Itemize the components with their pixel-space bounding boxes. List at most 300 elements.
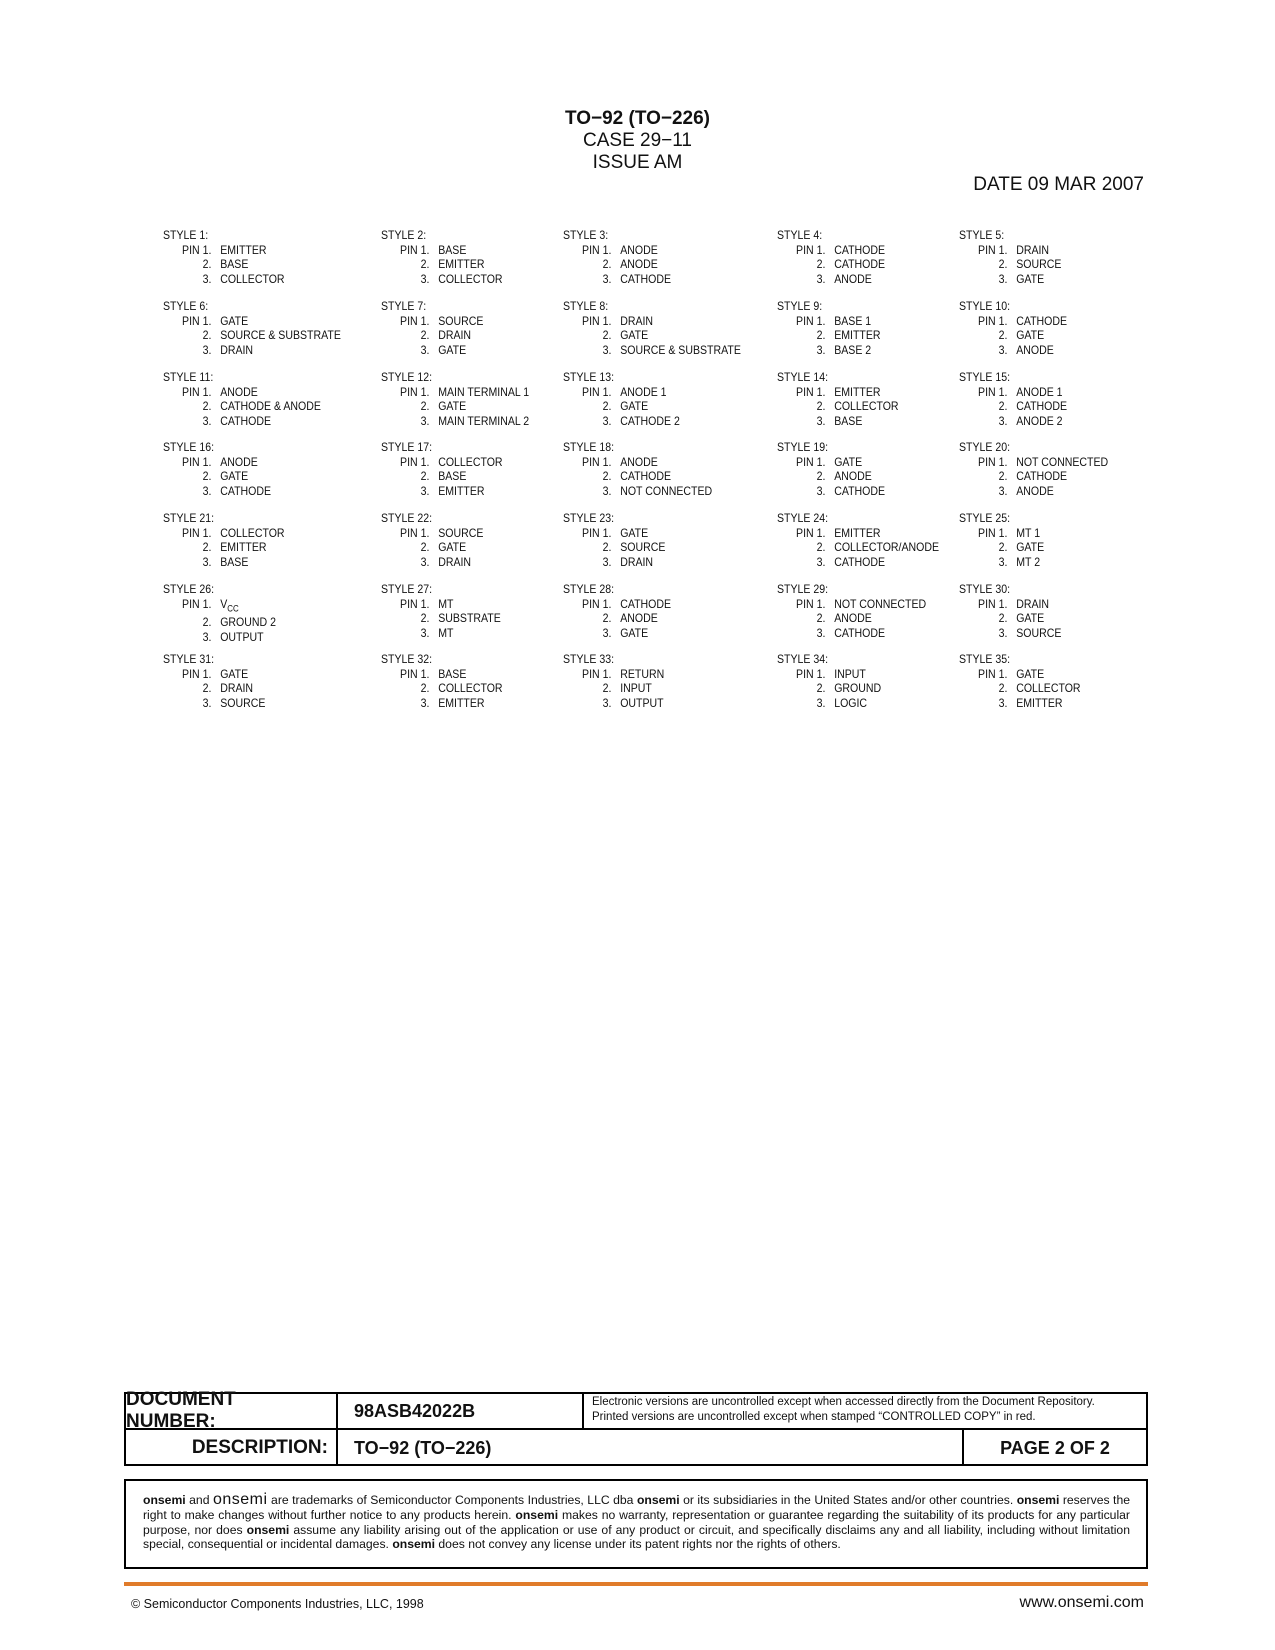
style-title: STYLE 31:	[163, 652, 215, 666]
pin-function-subscript: CC	[227, 602, 239, 613]
style-title: STYLE 29:	[777, 582, 829, 596]
pin-function: SOURCE	[1016, 625, 1062, 640]
pin-row	[381, 385, 529, 400]
pin-row	[777, 414, 899, 429]
pin-row	[563, 399, 680, 414]
pin-row	[777, 597, 926, 612]
style-block	[563, 370, 680, 428]
pin-function: ANODE	[1016, 483, 1054, 498]
style-title: STYLE 28:	[563, 582, 615, 596]
pin-row	[381, 343, 483, 358]
pin-number: 2.	[602, 257, 612, 271]
pin-row	[959, 399, 1067, 414]
note-line-1: Electronic versions are uncontrolled except when accessed directly from the Document Repository.	[592, 1396, 1095, 1408]
pin-row	[777, 540, 939, 555]
pin-number: PIN 1.	[400, 596, 430, 611]
pin-function: EMITTER	[834, 525, 881, 540]
pin-row	[563, 696, 664, 711]
pin-number: PIN 1.	[978, 313, 1008, 328]
document-date: DATE 09 MAR 2007	[973, 174, 1144, 195]
pin-number: 3.	[202, 695, 212, 710]
pin-row	[777, 696, 881, 711]
style-title: STYLE 32:	[381, 652, 433, 666]
style-block	[777, 370, 899, 428]
pin-number: 3.	[998, 271, 1008, 286]
style-title: STYLE 33:	[563, 652, 615, 666]
pin-row	[381, 540, 483, 555]
pin-row	[163, 385, 321, 400]
pin-number: 3.	[816, 554, 826, 569]
style-title: STYLE 19:	[777, 440, 829, 454]
pin-function: DRAIN	[220, 681, 254, 695]
style-title: STYLE 5:	[959, 228, 1005, 242]
pin-function: ANODE	[620, 257, 658, 271]
pin-number: PIN 1.	[582, 384, 612, 399]
pin-number: PIN 1.	[182, 313, 212, 328]
pin-row	[563, 469, 712, 484]
pin-number: PIN 1.	[978, 454, 1008, 469]
pin-number: 3.	[602, 625, 612, 640]
pin-row	[381, 314, 483, 329]
pin-row	[381, 328, 483, 343]
pin-function: DRAIN	[620, 313, 654, 328]
pin-function: CATHODE	[834, 483, 886, 498]
legal-text: assume any liability arising out of the application or use of any product or circuit, and specifically disclaims any and all liability, including without limitation special, consequential or incidental damages.	[143, 1522, 1130, 1552]
pin-row	[777, 314, 881, 329]
brand-name: onsemi	[143, 1493, 186, 1507]
pin-number: 3.	[602, 483, 612, 498]
pin-row	[959, 626, 1061, 641]
pin-row	[163, 484, 271, 499]
pin-function	[220, 597, 238, 616]
pin-number: 2.	[998, 469, 1008, 483]
pin-row	[163, 597, 276, 616]
style-block	[381, 582, 501, 640]
style-block	[563, 228, 671, 286]
pin-function: COLLECTOR	[220, 525, 285, 540]
pin-function: GROUND	[834, 681, 882, 695]
pin-row	[381, 681, 503, 696]
pin-function: SOURCE	[220, 695, 266, 710]
pin-function: BASE	[438, 469, 467, 483]
pin-function: SOURCE & SUBSTRATE	[220, 328, 341, 342]
style-title: STYLE 15:	[959, 370, 1011, 384]
pin-row	[959, 385, 1067, 400]
pin-row	[777, 343, 881, 358]
pin-function: LOGIC	[834, 695, 868, 710]
pin-row	[777, 667, 881, 682]
pin-row	[777, 484, 885, 499]
style-title: STYLE 21:	[163, 511, 215, 525]
pin-function: CATHODE	[1016, 313, 1068, 328]
style-block	[959, 440, 1108, 498]
pin-number: 2.	[420, 399, 430, 413]
pin-row	[381, 399, 529, 414]
pin-row	[959, 611, 1061, 626]
pin-function: DRAIN	[438, 328, 472, 342]
pin-row	[563, 414, 680, 429]
pin-number: 2.	[998, 399, 1008, 413]
pin-row	[163, 469, 271, 484]
style-block	[381, 440, 503, 498]
pin-row	[563, 455, 712, 470]
pin-number: PIN 1.	[582, 313, 612, 328]
pin-number: PIN 1.	[796, 242, 826, 257]
pin-number: 2.	[420, 469, 430, 483]
pin-function: GATE	[620, 328, 649, 342]
pin-function: GATE	[220, 666, 249, 681]
pin-number: PIN 1.	[796, 454, 826, 469]
style-block	[163, 370, 321, 428]
pin-row	[381, 257, 503, 272]
pin-function: BASE	[220, 257, 249, 271]
pin-function: GATE	[438, 540, 467, 554]
style-block	[959, 299, 1067, 357]
pin-number: 3.	[202, 554, 212, 569]
pin-function: ANODE	[1016, 342, 1054, 357]
pin-function: DRAIN	[220, 342, 254, 357]
issue-label: ISSUE AM	[592, 152, 683, 173]
pin-number: 3.	[816, 483, 826, 498]
pin-number: 3.	[420, 554, 430, 569]
style-title: STYLE 9:	[777, 299, 823, 313]
pin-row	[959, 328, 1067, 343]
pin-row	[563, 526, 665, 541]
pin-function: RETURN	[620, 666, 665, 681]
pin-function: COLLECTOR	[220, 271, 285, 286]
pin-function: GATE	[620, 399, 649, 413]
pin-function: EMITTER	[834, 328, 881, 342]
pin-function: GATE	[438, 399, 467, 413]
style-title: STYLE 17:	[381, 440, 433, 454]
pin-function: CATHODE	[220, 413, 272, 428]
style-title: STYLE 18:	[563, 440, 615, 454]
pin-number: 2.	[998, 540, 1008, 554]
legal-text: reserves the right to make changes without further notice to any products herein.	[143, 1493, 1130, 1522]
pin-row	[777, 611, 926, 626]
pin-number: PIN 1.	[796, 596, 826, 611]
pin-row	[163, 343, 341, 358]
pin-number: 2.	[998, 328, 1008, 342]
pin-number: 3.	[420, 271, 430, 286]
pin-function: GATE	[1016, 611, 1045, 625]
pin-function: BASE	[834, 413, 863, 428]
pin-number: 3.	[816, 342, 826, 357]
pin-function: ANODE	[220, 384, 258, 399]
style-block	[381, 652, 503, 710]
pin-function: ANODE	[834, 469, 872, 483]
pin-number: 3.	[602, 413, 612, 428]
pin-row	[959, 696, 1081, 711]
style-title: STYLE 30:	[959, 582, 1011, 596]
brand-name: onsemi	[392, 1537, 435, 1552]
website-link[interactable]: www.onsemi.com	[1019, 1594, 1144, 1611]
pin-function: CATHODE	[834, 257, 886, 271]
pin-function: EMITTER	[1016, 695, 1063, 710]
pin-function: EMITTER	[438, 695, 485, 710]
pin-function: CATHODE	[620, 271, 672, 286]
pin-function: BASE	[438, 242, 467, 257]
pin-function-base: V	[220, 596, 228, 611]
pin-row	[563, 540, 665, 555]
pin-number: 2.	[202, 469, 212, 483]
description-label: DESCRIPTION:	[126, 1430, 338, 1466]
pin-function: SOURCE	[620, 540, 666, 554]
pin-function: EMITTER	[220, 540, 267, 554]
pin-number: PIN 1.	[400, 666, 430, 681]
pin-function: CATHODE	[834, 625, 886, 640]
pin-number: 2.	[602, 469, 612, 483]
style-title: STYLE 26:	[163, 582, 215, 596]
pin-row	[381, 526, 483, 541]
pin-number: PIN 1.	[796, 313, 826, 328]
pin-function: EMITTER	[220, 242, 267, 257]
pin-function: MT	[438, 625, 454, 640]
pin-row	[777, 328, 881, 343]
pin-number: 2.	[816, 257, 826, 271]
pin-function: ANODE	[620, 611, 658, 625]
pin-row	[777, 626, 926, 641]
pin-row	[777, 243, 885, 258]
style-title: STYLE 11:	[163, 370, 214, 384]
pin-number: 3.	[202, 413, 212, 428]
style-block	[381, 511, 483, 569]
pin-row	[959, 314, 1067, 329]
style-block	[777, 299, 881, 357]
pin-number: PIN 1.	[978, 525, 1008, 540]
style-block	[563, 299, 741, 357]
pin-function: INPUT	[834, 666, 866, 681]
pin-row	[381, 667, 503, 682]
pin-row	[163, 555, 285, 570]
style-block	[563, 582, 671, 640]
pin-function: BASE	[220, 554, 249, 569]
style-title: STYLE 4:	[777, 228, 823, 242]
style-title: STYLE 16:	[163, 440, 215, 454]
pin-row	[163, 455, 271, 470]
pin-row	[163, 615, 276, 630]
pin-number: 3.	[998, 483, 1008, 498]
pin-number: 2.	[998, 681, 1008, 695]
pin-function: GATE	[620, 625, 649, 640]
pin-number: 2.	[202, 328, 212, 342]
pin-number: PIN 1.	[400, 242, 430, 257]
style-title: STYLE 3:	[563, 228, 609, 242]
pin-function: EMITTER	[834, 384, 881, 399]
pin-number: 2.	[998, 257, 1008, 271]
pin-function: NOT CONNECTED	[620, 483, 713, 498]
brand-name: onsemi	[636, 1493, 680, 1507]
pin-function: NOT CONNECTED	[834, 596, 927, 611]
pin-number: 2.	[998, 611, 1008, 625]
pin-number: 3.	[420, 695, 430, 710]
style-block	[163, 582, 276, 644]
pin-row	[959, 455, 1108, 470]
document-info-table	[124, 1389, 1148, 1466]
style-block	[381, 299, 483, 357]
legal-disclaimer	[124, 1479, 1148, 1569]
pin-function: GATE	[1016, 271, 1045, 286]
legal-text: makes no warranty, representation or guarantee regarding the suitability of its products for any particular purpose, nor does	[143, 1507, 1130, 1537]
pin-number: 2.	[602, 540, 612, 554]
pin-number: 2.	[202, 540, 212, 554]
style-title: STYLE 12:	[381, 370, 433, 384]
pin-number: PIN 1.	[796, 384, 826, 399]
pin-row	[163, 399, 321, 414]
doc-number-label: DOCUMENT NUMBER:	[126, 1394, 338, 1428]
style-title: STYLE 23:	[563, 511, 615, 525]
pin-row	[563, 257, 671, 272]
pin-row	[381, 696, 503, 711]
pin-row	[381, 272, 503, 287]
pin-number: 2.	[602, 611, 612, 625]
pin-row	[959, 526, 1044, 541]
pin-row	[563, 314, 741, 329]
pin-function: GATE	[620, 525, 649, 540]
pin-number: 2.	[202, 681, 212, 695]
style-block	[163, 511, 285, 569]
pin-function: SOURCE	[438, 525, 484, 540]
copyright-notice: © Semiconductor Components Industries, LLC, 1998	[131, 1597, 424, 1611]
pin-row	[563, 611, 671, 626]
pin-function: GATE	[1016, 328, 1045, 342]
pin-function: ANODE	[834, 611, 872, 625]
pin-row	[777, 555, 939, 570]
pin-row	[563, 243, 671, 258]
style-block	[563, 440, 712, 498]
pin-row	[163, 681, 265, 696]
pin-function: ANODE 1	[1016, 384, 1063, 399]
pin-function: OUTPUT	[620, 695, 664, 710]
pin-number: 3.	[420, 413, 430, 428]
pin-row	[959, 257, 1061, 272]
style-title: STYLE 13:	[563, 370, 615, 384]
pin-number: 2.	[816, 681, 826, 695]
style-block	[163, 440, 271, 498]
pin-number: 2.	[816, 611, 826, 625]
pin-function: GATE	[220, 313, 249, 328]
style-block	[563, 652, 664, 710]
pin-function: CATHODE	[1016, 469, 1068, 483]
pin-function: CATHODE 2	[620, 413, 680, 428]
page-number: PAGE 2 OF 2	[1000, 1437, 1110, 1458]
pin-function: BASE	[438, 666, 467, 681]
pin-function: MT 1	[1016, 525, 1041, 540]
pin-function: BASE 2	[834, 342, 872, 357]
style-title: STYLE 10:	[959, 299, 1011, 313]
pin-function: NOT CONNECTED	[1016, 454, 1109, 469]
pin-row	[959, 555, 1044, 570]
pin-function: GATE	[1016, 540, 1045, 554]
style-title: STYLE 22:	[381, 511, 433, 525]
pin-number: 2.	[816, 540, 826, 554]
style-block	[959, 370, 1067, 428]
pin-row	[777, 385, 899, 400]
pin-row	[381, 455, 503, 470]
pin-row	[777, 469, 885, 484]
pin-row	[163, 414, 321, 429]
pin-row	[959, 484, 1108, 499]
pin-row	[777, 526, 939, 541]
pin-row	[563, 328, 741, 343]
pin-function: DRAIN	[438, 554, 472, 569]
pin-function: MAIN TERMINAL 2	[438, 413, 530, 428]
pin-number: 3.	[202, 342, 212, 357]
pin-row	[381, 469, 503, 484]
pin-number: 3.	[602, 554, 612, 569]
pin-number: PIN 1.	[182, 242, 212, 257]
pin-row	[381, 611, 501, 626]
pin-number: PIN 1.	[796, 666, 826, 681]
style-block	[777, 582, 926, 640]
pin-function: OUTPUT	[220, 629, 264, 644]
pin-row	[777, 399, 899, 414]
pin-function: CATHODE	[620, 596, 672, 611]
pin-row	[959, 469, 1108, 484]
style-block	[563, 511, 665, 569]
pin-number: 2.	[816, 328, 826, 342]
style-title: STYLE 14:	[777, 370, 829, 384]
pin-row	[381, 414, 529, 429]
pin-function: DRAIN	[1016, 596, 1050, 611]
pin-function: GATE	[220, 469, 249, 483]
pin-row	[381, 555, 483, 570]
pin-function: MT	[438, 596, 454, 611]
pin-function: CATHODE	[834, 554, 886, 569]
pin-number: 2.	[602, 399, 612, 413]
pin-function: ANODE	[220, 454, 258, 469]
pin-row	[381, 597, 501, 612]
pin-function: GATE	[834, 454, 863, 469]
pin-function: CATHODE & ANODE	[220, 399, 321, 413]
pin-function: ANODE	[834, 271, 872, 286]
pin-function: ANODE	[620, 242, 658, 257]
pin-function: INPUT	[620, 681, 652, 695]
style-title: STYLE 7:	[381, 299, 427, 313]
style-title: STYLE 6:	[163, 299, 209, 313]
case-number: CASE 29−11	[583, 130, 692, 151]
pin-function: GROUND 2	[220, 615, 276, 630]
pin-function: SOURCE	[438, 313, 484, 328]
pin-function: GATE	[1016, 666, 1045, 681]
pin-number: 2.	[816, 399, 826, 413]
pin-number: PIN 1.	[400, 454, 430, 469]
brand-name: onsemi	[1016, 1493, 1060, 1507]
pin-row	[163, 314, 341, 329]
pin-row	[563, 484, 712, 499]
pin-row	[163, 243, 285, 258]
pin-number: 2.	[602, 681, 612, 695]
brand-name: onsemi	[515, 1507, 559, 1522]
pin-row	[163, 540, 285, 555]
pin-row	[959, 243, 1061, 258]
pin-function: SOURCE	[1016, 257, 1062, 271]
legal-text: and	[185, 1493, 213, 1507]
style-block	[777, 228, 885, 286]
pin-number: 2.	[420, 611, 430, 625]
note-line-2: Printed versions are uncontrolled except when stamped “CONTROLLED COPY” in red.	[592, 1411, 1036, 1423]
pin-row	[959, 597, 1061, 612]
pin-row	[959, 414, 1067, 429]
uncontrolled-copy-note	[584, 1394, 1146, 1428]
pin-row	[163, 526, 285, 541]
pin-function: CATHODE	[1016, 399, 1068, 413]
pin-row	[163, 272, 285, 287]
pin-function: COLLECTOR/ANODE	[834, 540, 940, 554]
pin-number: PIN 1.	[182, 454, 212, 469]
pin-row	[381, 484, 503, 499]
style-block	[163, 228, 285, 286]
